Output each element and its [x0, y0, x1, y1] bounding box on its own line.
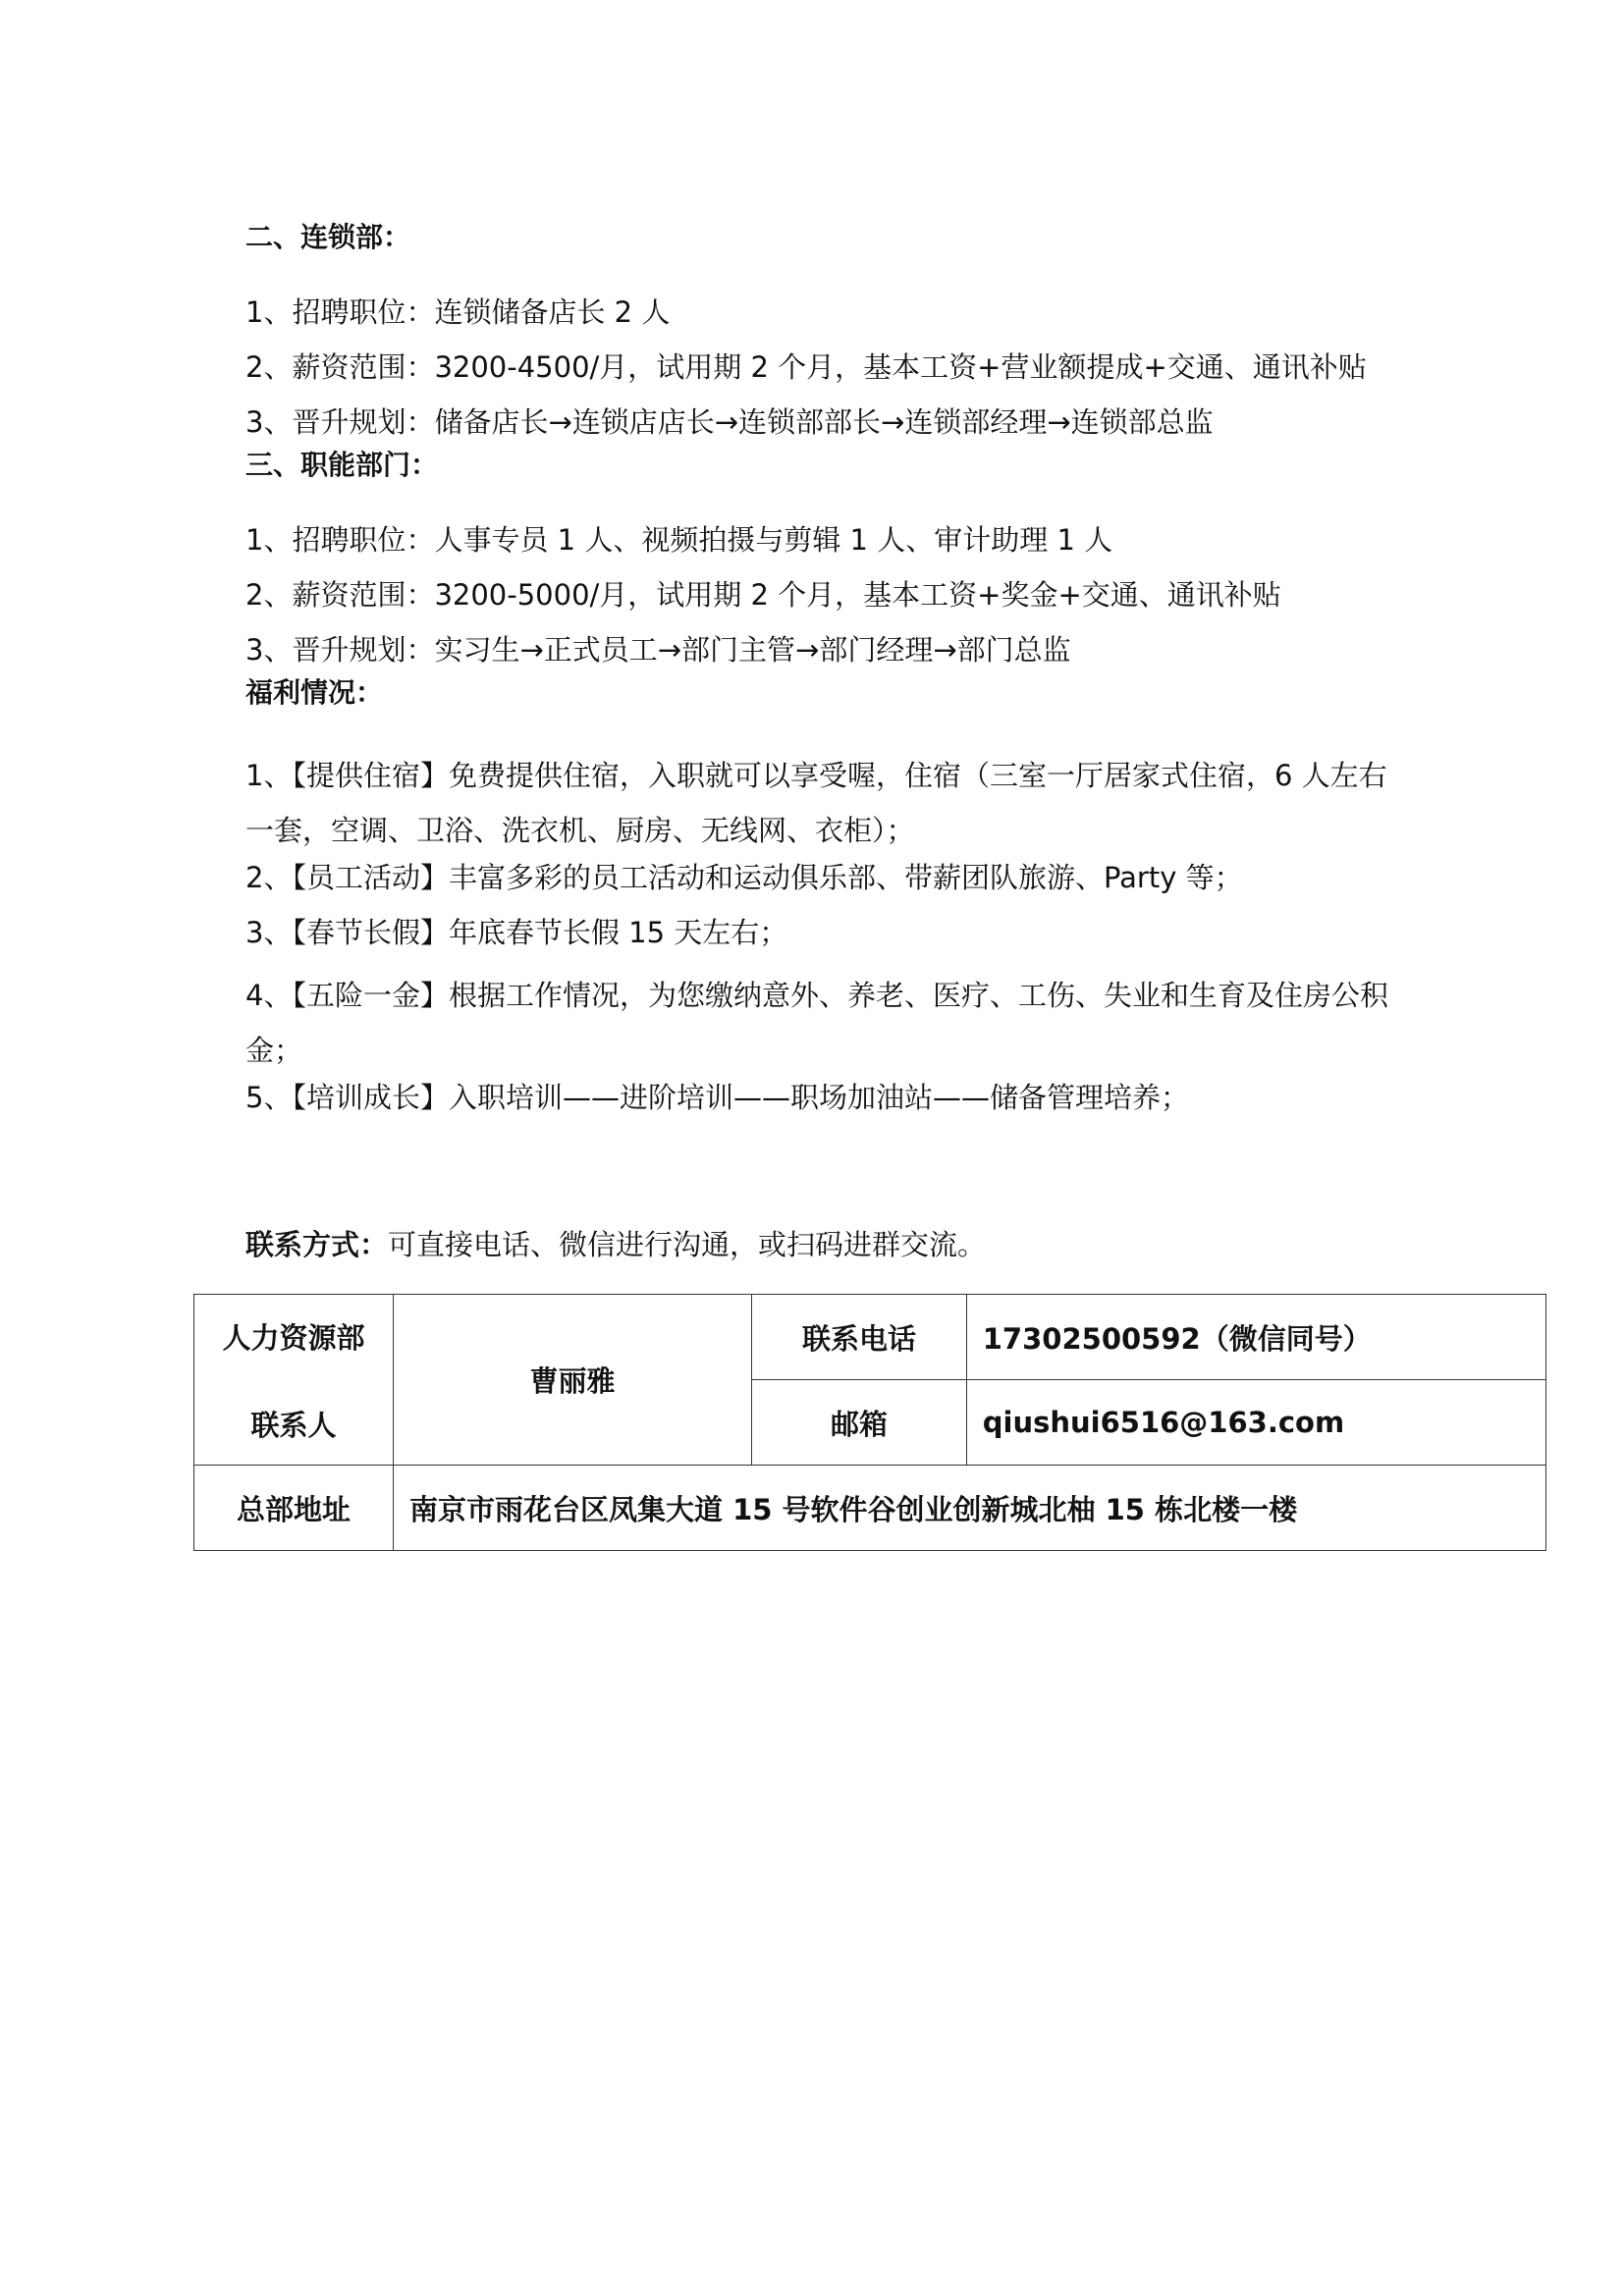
contact-label: 联系方式： [245, 1228, 389, 1261]
benefit-insurance: 4、【五险一金】根据工作情况，为您缴纳意外、养老、医疗、工伤、失业和生育及住房公积金； [245, 979, 1388, 1067]
contact-text: 可直接电话、微信进行沟通，或扫码进群交流。 [388, 1228, 987, 1261]
address-value: 南京市雨花台区凤集大道 15 号软件谷创业创新城北柚 15 栋北楼一楼 [393, 1466, 1545, 1551]
phone-value: 17302500592（微信同号） [966, 1295, 1545, 1380]
functional-promotion: 3、晋升规划：实习生→正式员工→部门主管→部门经理→部门总监 [245, 633, 1071, 667]
section-heading-benefits: 福利情况： [245, 676, 384, 709]
benefit-housing: 1、【提供住宿】免费提供住宿，入职就可以享受喔，住宿（三室一厅居家式住宿，6 人左右一套，空调、卫浴、洗衣机、厨房、无线网、衣柜）； [245, 759, 1387, 847]
contact-person-label: 联系人 [250, 1408, 337, 1442]
benefit-training: 5、【培训成长】入职培训——进阶培训——职场加油站——储备管理培养； [245, 1081, 1189, 1114]
table-row [194, 1295, 1546, 1380]
email-value: qiushui6516@163.com [966, 1380, 1545, 1466]
benefit-spring-holiday: 3、【春节长假】年底春节长假 15 天左右； [245, 916, 788, 949]
section-heading-functional-dept: 三、职能部门： [245, 449, 439, 481]
chain-promotion: 3、晋升规划：储备店长→连锁店店长→连锁部部长→连锁部经理→连锁部总监 [245, 405, 1214, 439]
table-row [194, 1466, 1546, 1551]
dept-cell [194, 1295, 394, 1466]
dept-label: 人力资源部 [222, 1320, 365, 1355]
address-label: 总部地址 [194, 1466, 394, 1551]
functional-salary: 2、薪资范围：3200-5000/月，试用期 2 个月，基本工资+奖金+交通、通讯补贴 [245, 578, 1281, 612]
chain-salary: 2、薪资范围：3200-4500/月，试用期 2 个月，基本工资+营业额提成+交通、通讯补贴 [245, 350, 1367, 384]
document-body [245, 218, 1404, 1133]
chain-position: 1、招聘职位：连锁储备店长 2 人 [245, 295, 671, 329]
contact-table [193, 1294, 1546, 1551]
functional-position: 1、招聘职位：人事专员 1 人、视频拍摄与剪辑 1 人、审计助理 1 人 [245, 523, 1113, 557]
benefit-activities: 2、【员工活动】丰富多彩的员工活动和运动俱乐部、带薪团队旅游、Party 等； [245, 861, 1243, 894]
email-label: 邮箱 [752, 1380, 967, 1466]
phone-label: 联系电话 [752, 1295, 967, 1380]
section-heading-chain-dept: 二、连锁部： [245, 221, 411, 253]
contact-info [245, 1225, 986, 1264]
contact-name: 曹丽雅 [393, 1295, 751, 1466]
